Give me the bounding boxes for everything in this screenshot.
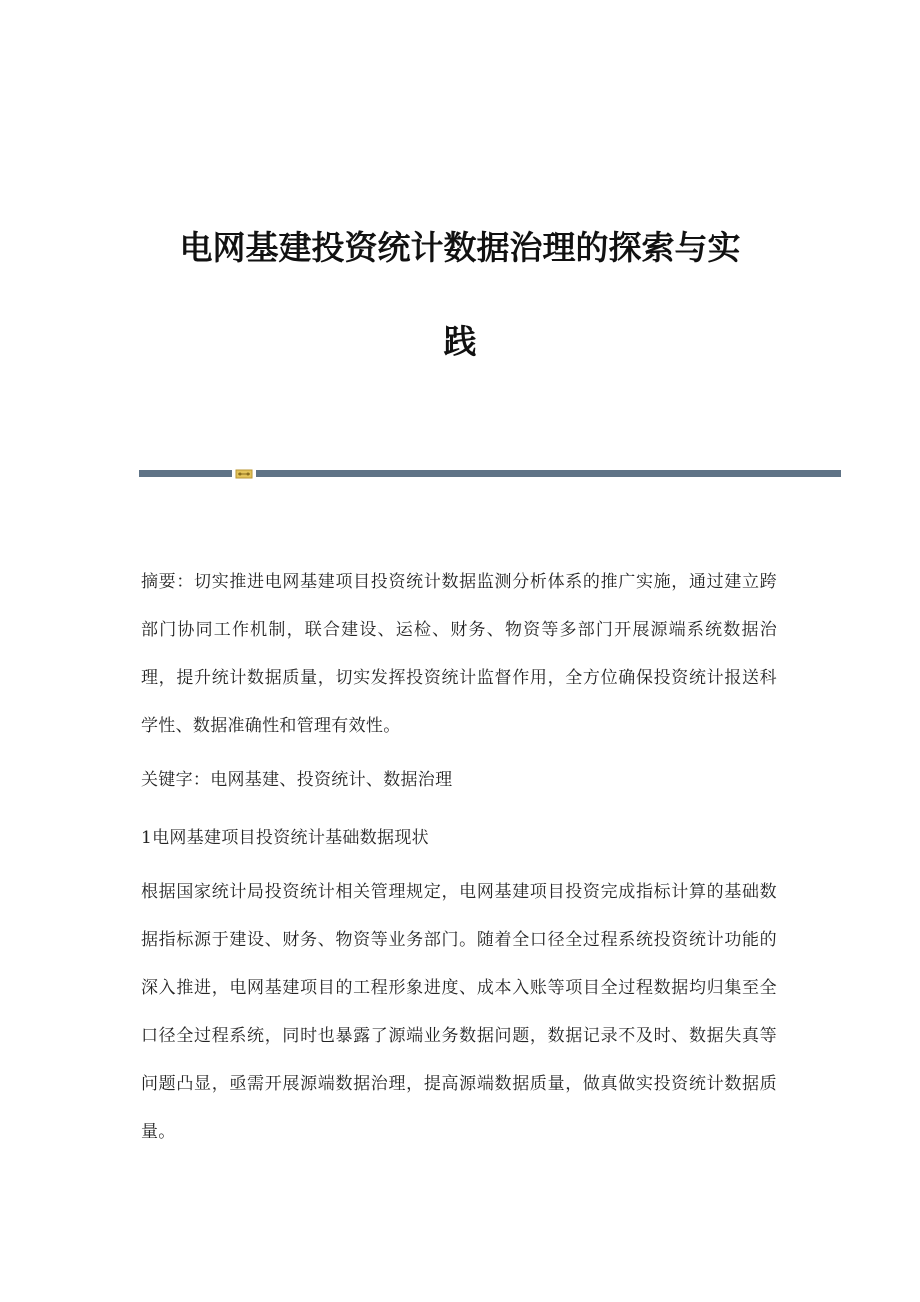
section-heading: 1电网基建项目投资统计基础数据现状: [141, 828, 429, 848]
divider-ornament-icon: [235, 468, 253, 480]
keywords-line: 关键字：电网基建、投资统计、数据治理: [141, 770, 453, 790]
divider-bar-left: [139, 470, 232, 477]
document-title-line-1: 电网基建投资统计数据治理的探索与实: [179, 228, 741, 267]
body-paragraph: 根据国家统计局投资统计相关管理规定，电网基建项目投资完成指标计算的基础数据指标源于建设、财务、物资等业务部门。随着全口径全过程系统投资统计功能的深入推进，电网基建项目的工程形象进度、成本入账等项目全过程数据均归集至全口径全过程系统，同时也暴露了源端业务数据问题，数据记录不及时、数据失真等问题凸显，亟需开展源端数据治理，提高源端数据质量，做真做实投资统计数据质量。: [141, 882, 777, 1142]
divider-bar-right: [256, 470, 841, 477]
document-title-line-2: 践: [443, 322, 477, 361]
abstract-paragraph: 摘要：切实推进电网基建项目投资统计数据监测分析体系的推广实施，通过建立跨部门协同工作机制，联合建设、运检、财务、物资等多部门开展源端系统数据治理，提升统计数据质量，切实发挥投资统计监督作用，全方位确保投资统计报送科学性、数据准确性和管理有效性。: [141, 572, 777, 736]
